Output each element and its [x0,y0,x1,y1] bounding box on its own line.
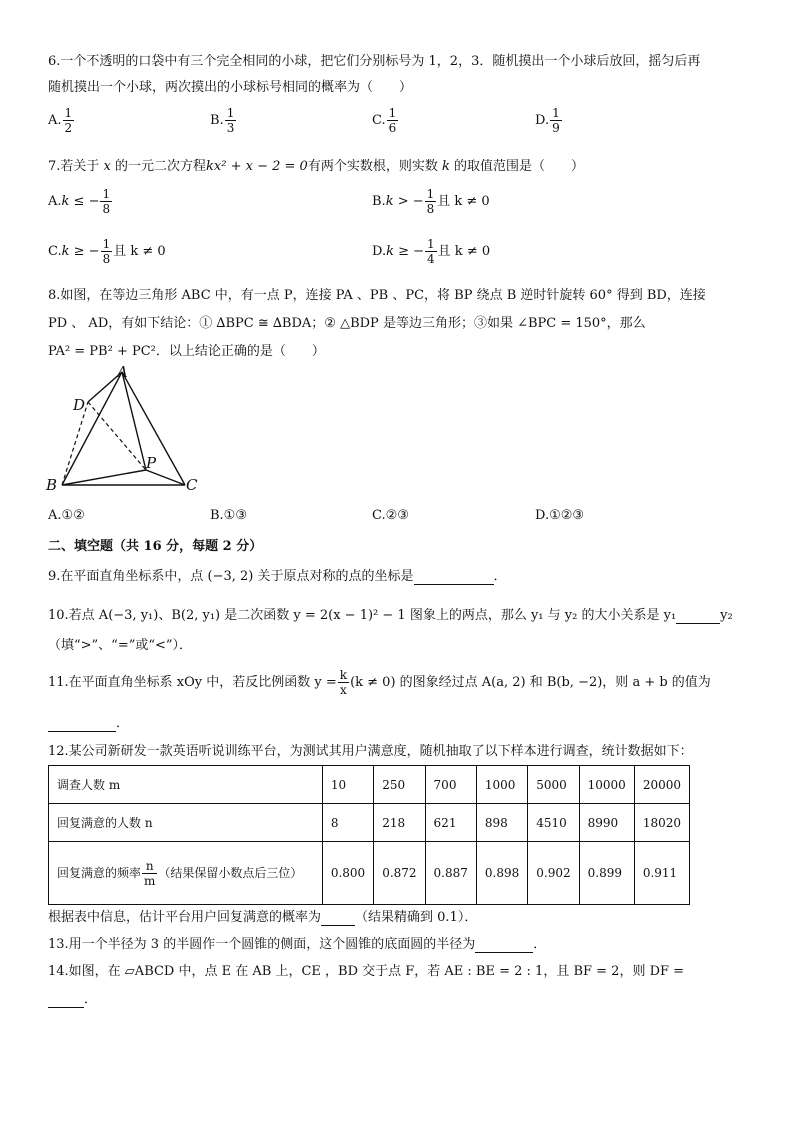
label-p: P [146,454,157,472]
q11-answer-line: ． [48,712,129,732]
table-cell: 10 [322,766,373,804]
section-heading: 二、填空题（共 16 分，每题 2 分） [48,539,263,554]
label-d: D [73,396,86,414]
q8-option-d: D.①②③ [535,508,585,523]
table-cell: 0.902 [528,842,579,905]
q8-stem-line1: 8.如图，在等边三角形 ABC 中，有一点 P，连接 PA 、PB 、PC，将 BP 绕点 B 逆时针旋转 60° 得到 BD，连接 [48,288,706,303]
table-cell: 0.872 [374,842,425,905]
side-ab [62,372,122,485]
table-cell: 0.911 [634,842,689,905]
table-cell: 10000 [579,766,634,804]
q7-stem: 7.若关于 x 的一元二次方程kx² + x − 2 = 0有两个实数根，则实数 k 的取值范围是（ ） [48,159,585,174]
q6-option-a: A. $\frac{1}{2}$ [48,106,73,135]
q12-answer-blank[interactable] [321,910,355,926]
table-cell: 5000 [528,766,579,804]
q7-option-b: B.k > − $\frac{1}{8}$ 且 k ≠ 0 [372,187,490,216]
table-cell: 1000 [476,766,527,804]
q7-option-c: C.k ≥ − $\frac{1}{8}$ 且 k ≠ 0 [48,237,166,266]
q13-answer-blank[interactable] [475,937,533,953]
q6-option-b: B. $\frac{1}{3}$ [210,106,235,135]
q8-option-a: A.①② [48,508,85,523]
q11-stem: 11.在平面直角坐标系 xOy 中，若反比例函数 y = $\frac{k}{x}$ (k ≠ 0) 的图象经过点 A(a, 2) 和 B(b, −2)，则 a + b 的值为 [48,668,711,697]
table-cell: 8990 [579,804,634,842]
q9-stem: 9.在平面直角坐标系中，点 (−3, 2) 关于原点对称的点的坐标是 ． [48,569,507,584]
q8-option-c: C.②③ [372,508,409,523]
table-cell: 0.899 [579,842,634,905]
segment-pc [146,470,185,485]
q7-option-a: A.k ≤ − $\frac{1}{8}$ [48,187,111,216]
label-a: A [117,363,128,381]
table-cell: 621 [425,804,476,842]
q12-stem: 12.某公司新研发一款英语听说训练平台，为测试其用户满意度，随机抽取了以下样本进行调查，统计数据如下： [48,744,693,759]
table-cell: 898 [476,804,527,842]
survey-table [48,765,690,905]
q6-option-d: D. $\frac{1}{9}$ [535,106,560,135]
q9-answer-blank[interactable] [414,569,494,585]
table-cell: 20000 [634,766,689,804]
row-label-survey-count: 调查人数 m [49,766,323,804]
segment-pb [62,470,146,485]
q6-option-c: C. $\frac{1}{6}$ [372,106,397,135]
q14-answer-line: ． [48,988,97,1008]
table-row [49,842,690,905]
table-row [49,766,690,804]
q10-stem-line2: （填“>”、“=”或“<”）． [48,638,193,653]
table-cell: 18020 [634,804,689,842]
table-cell: 8 [322,804,373,842]
q10-stem-line1: 10.若点 A(−3, y₁)、B(2, y₁) 是二次函数 y = 2(x − 1)² − 1 图象上的两点，那么 y₁ 与 y₂ 的大小关系是 y₁ y₂ [48,608,733,623]
table-cell: 218 [374,804,425,842]
q13-stem: 13.用一个半径为 3 的半圆作一个圆锥的侧面，这个圆锥的底面圆的半径为 ． [48,937,547,952]
q6-stem-line2: 随机摸出一个小球，两次摸出的小球标号相同的概率为（ ） [48,80,413,95]
q7-option-d: D.k ≥ − $\frac{1}{4}$ 且 k ≠ 0 [372,237,491,266]
q14-stem: 14.如图，在 ▱ABCD 中，点 E 在 AB 上，CE ，BD 交于点 F，若 AE : BE = 2 : 1，且 BF = 2，则 DF = [48,964,685,979]
table-cell: 0.800 [322,842,373,905]
table-cell: 700 [425,766,476,804]
triangle-figure [40,362,220,497]
row-label-satisfied-count: 回复满意的人数 n [49,804,323,842]
q10-answer-blank[interactable] [676,608,720,624]
q8-option-b: B.①③ [210,508,247,523]
table-cell: 0.887 [425,842,476,905]
table-cell: 0.898 [476,842,527,905]
label-b: B [46,476,58,494]
row-label-frequency: 回复满意的频率 $\frac{n}{m}$ （结果保留小数点后三位） [49,842,323,905]
label-c: C [186,476,198,494]
table-cell: 250 [374,766,425,804]
q8-stem-line3: PA² = PB² + PC²．以上结论正确的是（ ） [48,344,325,359]
table-cell: 4510 [528,804,579,842]
q12-question: 根据表中信息，估计平台用户回复满意的概率为 （结果精确到 0.1）． [48,910,478,925]
q14-answer-blank[interactable] [48,992,84,1008]
table-row [49,804,690,842]
q6-stem-line1: 6.一个不透明的口袋中有三个完全相同的小球，把它们分别标号为 1，2，3．随机摸出一个小球后放回，摇匀后再 [48,54,701,69]
q11-answer-blank[interactable] [48,716,116,732]
q8-stem-line2: PD 、 AD，有如下结论：① ∆BPC ≅ ∆BDA；② △BDP 是等边三角形；③如果 ∠BPC = 150°，那么 [48,316,646,331]
